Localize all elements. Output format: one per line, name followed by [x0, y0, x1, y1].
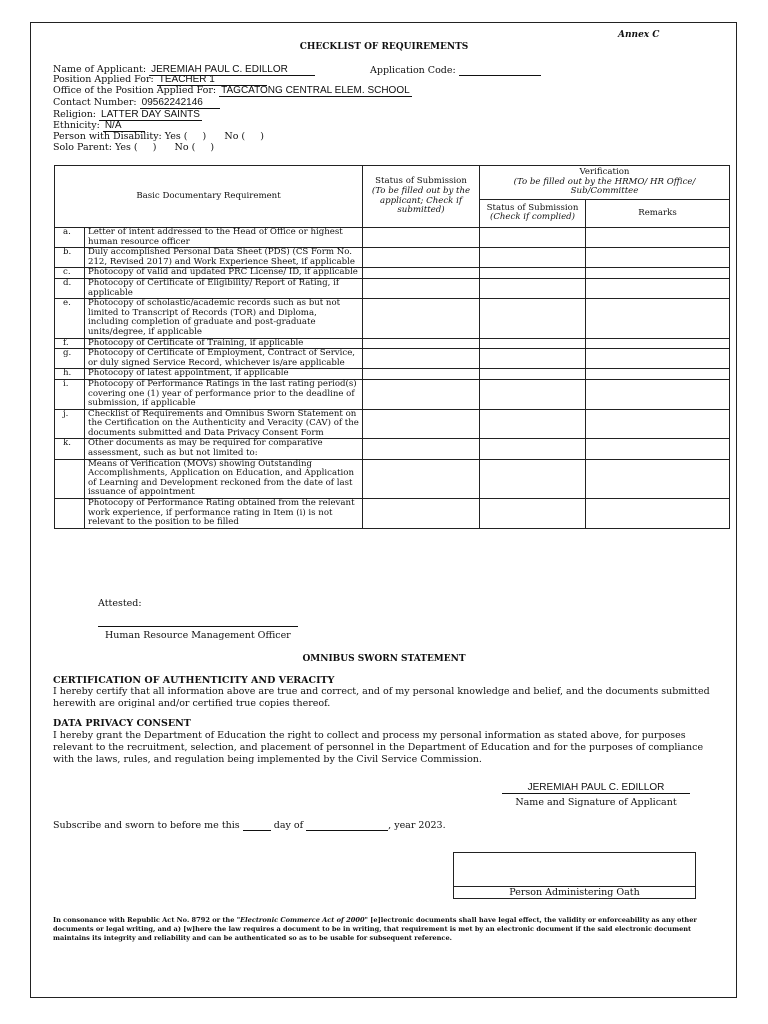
applicant-signature-label: Name and Signature of Applicant [515, 797, 677, 808]
footnote-text-a: In consonance with Republic Act No. 8792 or the [53, 916, 235, 924]
sworn-month-field[interactable] [306, 822, 388, 831]
row-description: Photocopy of Performance Rating obtained from the relevant work experience, if performance rating in Item (i) is not relevant to the position to be filled [85, 499, 363, 529]
row-letter: f. [55, 338, 85, 349]
row-letter [55, 459, 85, 498]
row-description: Photocopy of Certificate of Training, if applicable [85, 338, 363, 349]
religion-field[interactable]: LATTER DAY SAINTS [101, 109, 200, 120]
remarks-cell[interactable] [586, 459, 730, 498]
applicant-status-cell[interactable] [363, 459, 480, 498]
contact-label: Contact Number: [53, 97, 137, 108]
applicant-status-cell[interactable] [363, 499, 480, 529]
table-row [55, 268, 730, 279]
hrmo-signature-line[interactable] [98, 626, 298, 627]
office-label: Office of the Position Applied For: [53, 85, 217, 96]
applicant-status-cell[interactable] [363, 369, 480, 380]
remarks-cell[interactable] [586, 369, 730, 380]
verification-status-cell[interactable] [480, 248, 586, 268]
remarks-cell[interactable] [586, 409, 730, 439]
row-description: Checklist of Requirements and Omnibus Sworn Statement on the Certification on the Authenticity and Veracity (CAV) of the documents submitted and Data Privacy Consent Form [85, 409, 363, 439]
contact-row [53, 97, 220, 109]
applicant-name-label: Name of Applicant: [53, 64, 147, 75]
verification-status-cell[interactable] [480, 369, 586, 380]
header-verification [480, 166, 730, 200]
row-letter: j. [55, 409, 85, 439]
table-row [55, 338, 730, 349]
header-requirement: Basic Documentary Requirement [55, 166, 363, 228]
remarks-cell[interactable] [586, 228, 730, 248]
header-status-note: (To be filled out by the applicant; Check if submitted) [371, 185, 471, 216]
row-description: Means of Verification (MOVs) showing Outstanding Accomplishments, Application on Education, and Application of Learning and Development reckoned from the date of last issuance of appointment [85, 459, 363, 498]
table-row [55, 299, 730, 338]
table-row [55, 379, 730, 409]
applicant-status-cell[interactable] [363, 379, 480, 409]
application-code-field[interactable] [459, 67, 541, 76]
header-status [363, 166, 480, 228]
table-row [55, 248, 730, 268]
remarks-cell[interactable] [586, 439, 730, 459]
applicant-status-cell[interactable] [363, 299, 480, 338]
remarks-cell[interactable] [586, 338, 730, 349]
footnote-text-b: [e]lectronic documents shall have legal effect, the validity or enforceability as any other documents or legal writing, and a) [w]here the law requires a document to be in writing, that requirement is met by an electronic document if the said electronic document maintains its integrity and reliability and can be authenticated so as to be usable for subsequent reference. [53, 916, 697, 942]
verification-status-cell[interactable] [480, 268, 586, 279]
verification-status-cell[interactable] [480, 459, 586, 498]
sworn-text-b: day of [273, 820, 304, 831]
contact-field[interactable]: 09562242146 [140, 98, 220, 109]
applicant-status-cell[interactable] [363, 409, 480, 439]
row-letter: e. [55, 299, 85, 338]
row-description: Photocopy of valid and updated PRC License/ ID, if applicable [85, 268, 363, 279]
table-row [55, 409, 730, 439]
table-row [55, 459, 730, 498]
header-verification-note: (To be filled out by the HRMO/ HR Office/ Sub/Committee [513, 176, 696, 197]
religion-label: Religion: [53, 109, 97, 120]
oath-label: Person Administering Oath [509, 887, 640, 898]
applicant-signature-name[interactable]: JEREMIAH PAUL C. EDILLOR [502, 782, 690, 794]
remarks-cell[interactable] [586, 248, 730, 268]
header-verification-title: Verification [579, 167, 630, 177]
row-letter: c. [55, 268, 85, 279]
applicant-status-cell[interactable] [363, 338, 480, 349]
header-sub-status [480, 199, 586, 227]
header-status-title: Status of Submission [375, 176, 467, 187]
requirements-table [54, 165, 730, 529]
verification-status-cell[interactable] [480, 499, 586, 529]
verification-status-cell[interactable] [480, 299, 586, 338]
row-description: Photocopy of scholastic/academic records such as but not limited to Transcript of Records (TOR) and Diploma, including completion of graduate and post-graduate units/degree, if applicable [85, 299, 363, 338]
footnote-act-name: "Electronic Commerce Act of 2000" [236, 916, 368, 924]
row-letter: a. [55, 228, 85, 248]
table-row [55, 439, 730, 459]
applicant-name-field[interactable]: JEREMIAH PAUL C. EDILLOR [149, 65, 315, 76]
pwd-row: Person with Disability: Yes ( ) No ( ) [53, 131, 264, 142]
row-description: Letter of intent addressed to the Head of Office or highest human resource officer [85, 228, 363, 248]
verification-status-cell[interactable] [480, 409, 586, 439]
sworn-day-field[interactable] [243, 822, 271, 831]
table-row [55, 369, 730, 380]
application-code-label: Application Code: [370, 65, 456, 76]
header-sub-status-title: Status of Submission [486, 202, 579, 213]
row-letter: b. [55, 248, 85, 268]
applicant-status-cell[interactable] [363, 439, 480, 459]
table-row [55, 228, 730, 248]
row-description: Photocopy of Performance Ratings in the last rating period(s) covering one (1) year of performance prior to the deadline of submission, if applicable [85, 379, 363, 409]
verification-status-cell[interactable] [480, 228, 586, 248]
sworn-statement [53, 820, 446, 831]
ethnicity-label: Ethnicity: [53, 120, 100, 131]
row-letter [55, 499, 85, 529]
verification-status-cell[interactable] [480, 278, 586, 298]
annex-label: Annex C [618, 30, 660, 40]
sworn-text-c: , year 2023. [388, 820, 446, 831]
applicant-status-cell[interactable] [363, 278, 480, 298]
remarks-cell[interactable] [586, 268, 730, 279]
row-letter: d. [55, 278, 85, 298]
privacy-title: DATA PRIVACY CONSENT [53, 718, 191, 729]
verification-status-cell[interactable] [480, 439, 586, 459]
office-row [53, 85, 412, 97]
row-description: Photocopy of Certificate of Eligibility/ Report of Rating, if applicable [85, 278, 363, 298]
sworn-text-a: Subscribe and sworn to before me this [53, 820, 240, 831]
row-letter: i. [55, 379, 85, 409]
cav-title: CERTIFICATION OF AUTHENTICITY AND VERACITY [53, 675, 335, 686]
applicant-status-cell[interactable] [363, 228, 480, 248]
row-description: Photocopy of Certificate of Employment, Contract of Service, or duly signed Service Record, whichever is/are applicable [85, 349, 363, 369]
verification-status-cell[interactable] [480, 338, 586, 349]
remarks-cell[interactable] [586, 379, 730, 409]
attested-label: Attested: [98, 598, 142, 609]
remarks-cell[interactable] [586, 499, 730, 529]
table-row [55, 499, 730, 529]
applicant-status-cell[interactable] [363, 349, 480, 369]
office-field[interactable]: TAGCATONG CENTRAL ELEM. SCHOOL [221, 85, 410, 96]
applicant-status-cell[interactable] [363, 248, 480, 268]
position-label: Position Applied For: [53, 74, 154, 85]
remarks-cell[interactable] [586, 349, 730, 369]
row-description: Duly accomplished Personal Data Sheet (PDS) (CS Form No. 212, Revised 2017) and Work Experience Sheet, if applicable [85, 248, 363, 268]
privacy-text: I hereby grant the Department of Education the right to collect and process my personal information as stated above, for purposes relevant to the recruitment, selection, and placement of personnel in the Department of Education and for the purposes of compliance with the laws, rules, and regulation being implemented by the Civil Service Commission. [53, 730, 704, 765]
verification-status-cell[interactable] [480, 379, 586, 409]
hrmo-label: Human Resource Management Officer [105, 630, 291, 641]
cav-text: I hereby certify that all information above are true and correct, and of my personal knowledge and belief, and the documents submitted herewith are original and/or certified true copies thereof. [53, 686, 710, 709]
row-letter: g. [55, 349, 85, 369]
verification-status-cell[interactable] [480, 349, 586, 369]
row-description: Other documents as may be required for comparative assessment, such as but not limited to: [85, 439, 363, 459]
applicant-status-cell[interactable] [363, 268, 480, 279]
header-remarks: Remarks [586, 199, 730, 227]
header-sub-status-note: (Check if complied) [489, 212, 576, 223]
omnibus-title: OMNIBUS SWORN STATEMENT [302, 654, 466, 664]
row-letter: h. [55, 369, 85, 380]
footnote [53, 916, 729, 943]
page-title: CHECKLIST OF REQUIREMENTS [299, 42, 469, 52]
table-row [55, 349, 730, 369]
row-description: Photocopy of latest appointment, if applicable [85, 369, 363, 380]
position-field[interactable]: TEACHER 1 [157, 75, 267, 86]
solo-parent-row: Solo Parent: Yes ( ) No ( ) [53, 142, 215, 153]
application-code-row [370, 65, 541, 76]
ethnicity-field[interactable]: N/A [103, 121, 145, 132]
remarks-cell[interactable] [586, 278, 730, 298]
remarks-cell[interactable] [586, 299, 730, 338]
row-letter: k. [55, 439, 85, 459]
table-row [55, 278, 730, 298]
